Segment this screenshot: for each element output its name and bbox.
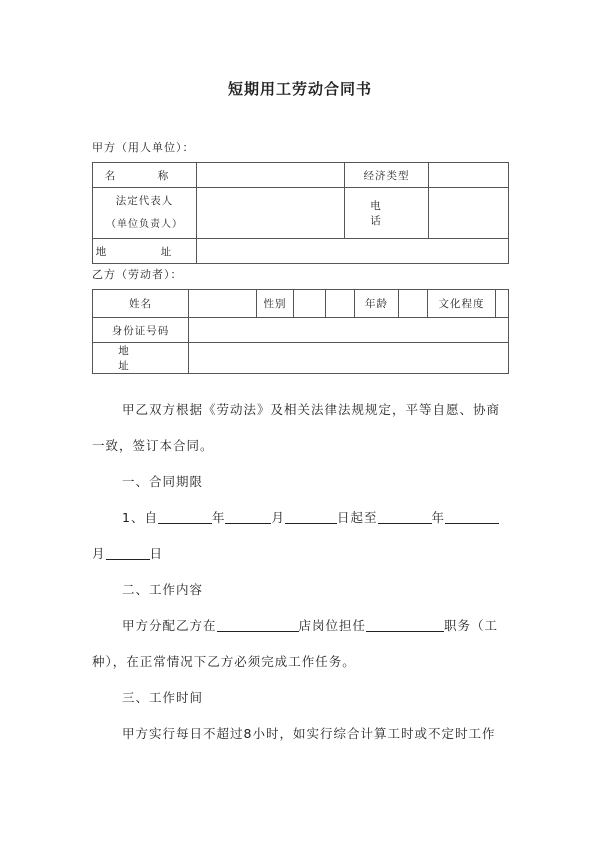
party-b-education-value[interactable]	[496, 290, 509, 318]
end-day-label: 日	[149, 546, 164, 561]
term-prefix: 1、自	[122, 510, 158, 525]
section-1-title: 一、合同期限	[122, 474, 204, 489]
section-3-title: 三、工作时间	[122, 690, 204, 705]
intro-line-1: 甲乙双方根据《劳动法》及相关法律法规规定，平等自愿、协商	[122, 402, 501, 417]
start-day-label: 日起至	[336, 510, 378, 525]
start-month-blank[interactable]	[225, 509, 271, 524]
party-b-address-value[interactable]	[189, 343, 509, 374]
work-line-2: 种），在正常情况下乙方必须完成工作任务。	[92, 654, 356, 669]
contract-body	[92, 392, 512, 752]
term-line-1	[92, 500, 512, 536]
party-b-gender-value[interactable]	[294, 290, 326, 318]
legal-rep-line2: （单位负责人）	[106, 219, 183, 230]
intro-line-2: 一致，签订本合同。	[92, 438, 214, 453]
work-store-label: 店岗位担任	[298, 618, 367, 633]
party-a-name-value[interactable]	[197, 163, 345, 188]
party-b-age-label: 年龄	[355, 290, 399, 318]
party-a-legal-rep-value[interactable]	[197, 188, 345, 239]
hours-line-1: 甲方实行每日不超过8小时，如实行综合计算工时或不定时工作	[122, 726, 496, 741]
party-b-name-value[interactable]	[189, 290, 257, 318]
party-a-heading: 甲方（用人单位）：	[92, 141, 195, 154]
party-b-age-value[interactable]	[399, 290, 428, 318]
party-a-table	[92, 162, 509, 264]
party-a-address-value[interactable]	[197, 239, 509, 264]
party-b-table	[92, 289, 509, 374]
party-b-education-label: 文化程度	[428, 290, 496, 318]
party-b-id-value[interactable]	[189, 318, 509, 343]
store-blank[interactable]	[217, 617, 299, 632]
party-a-address-label: 地 址	[93, 239, 197, 264]
position-blank[interactable]	[366, 617, 444, 632]
section-2-title: 二、工作内容	[122, 582, 204, 597]
start-month-label: 月	[271, 510, 285, 525]
party-b-id-label: 身份证号码	[93, 318, 189, 343]
party-b-address-label: 地 址	[93, 343, 189, 374]
end-year-blank[interactable]	[378, 509, 432, 524]
work-prefix: 甲方分配乙方在	[122, 618, 217, 633]
document-title: 短期用工劳动合同书	[227, 80, 372, 98]
party-b-spacer	[326, 290, 355, 318]
start-year-blank[interactable]	[158, 509, 212, 524]
start-day-blank[interactable]	[285, 509, 337, 524]
party-b-name-label: 姓名	[93, 290, 189, 318]
start-year-label: 年	[211, 510, 226, 525]
end-month-label: 月	[92, 546, 106, 561]
work-line-1	[92, 608, 512, 644]
end-day-blank[interactable]	[106, 545, 150, 560]
party-a-name-label: 名 称	[93, 163, 197, 188]
legal-rep-line1: 法定代表人	[115, 195, 174, 207]
party-b-gender-label: 性别	[257, 290, 294, 318]
party-b-heading: 乙方（劳动者）：	[92, 268, 183, 281]
term-line-2	[92, 536, 512, 572]
work-position-label: 职务（工	[444, 618, 499, 633]
party-a-econ-type-value[interactable]	[429, 163, 509, 188]
party-a-econ-type-label: 经济类型	[345, 163, 429, 188]
party-a-phone-value[interactable]	[429, 188, 509, 239]
party-a-legal-rep-label	[93, 188, 197, 239]
end-month-blank-a[interactable]	[445, 509, 499, 524]
party-a-phone-label: 电 话	[345, 188, 429, 239]
end-year-label: 年	[431, 510, 446, 525]
